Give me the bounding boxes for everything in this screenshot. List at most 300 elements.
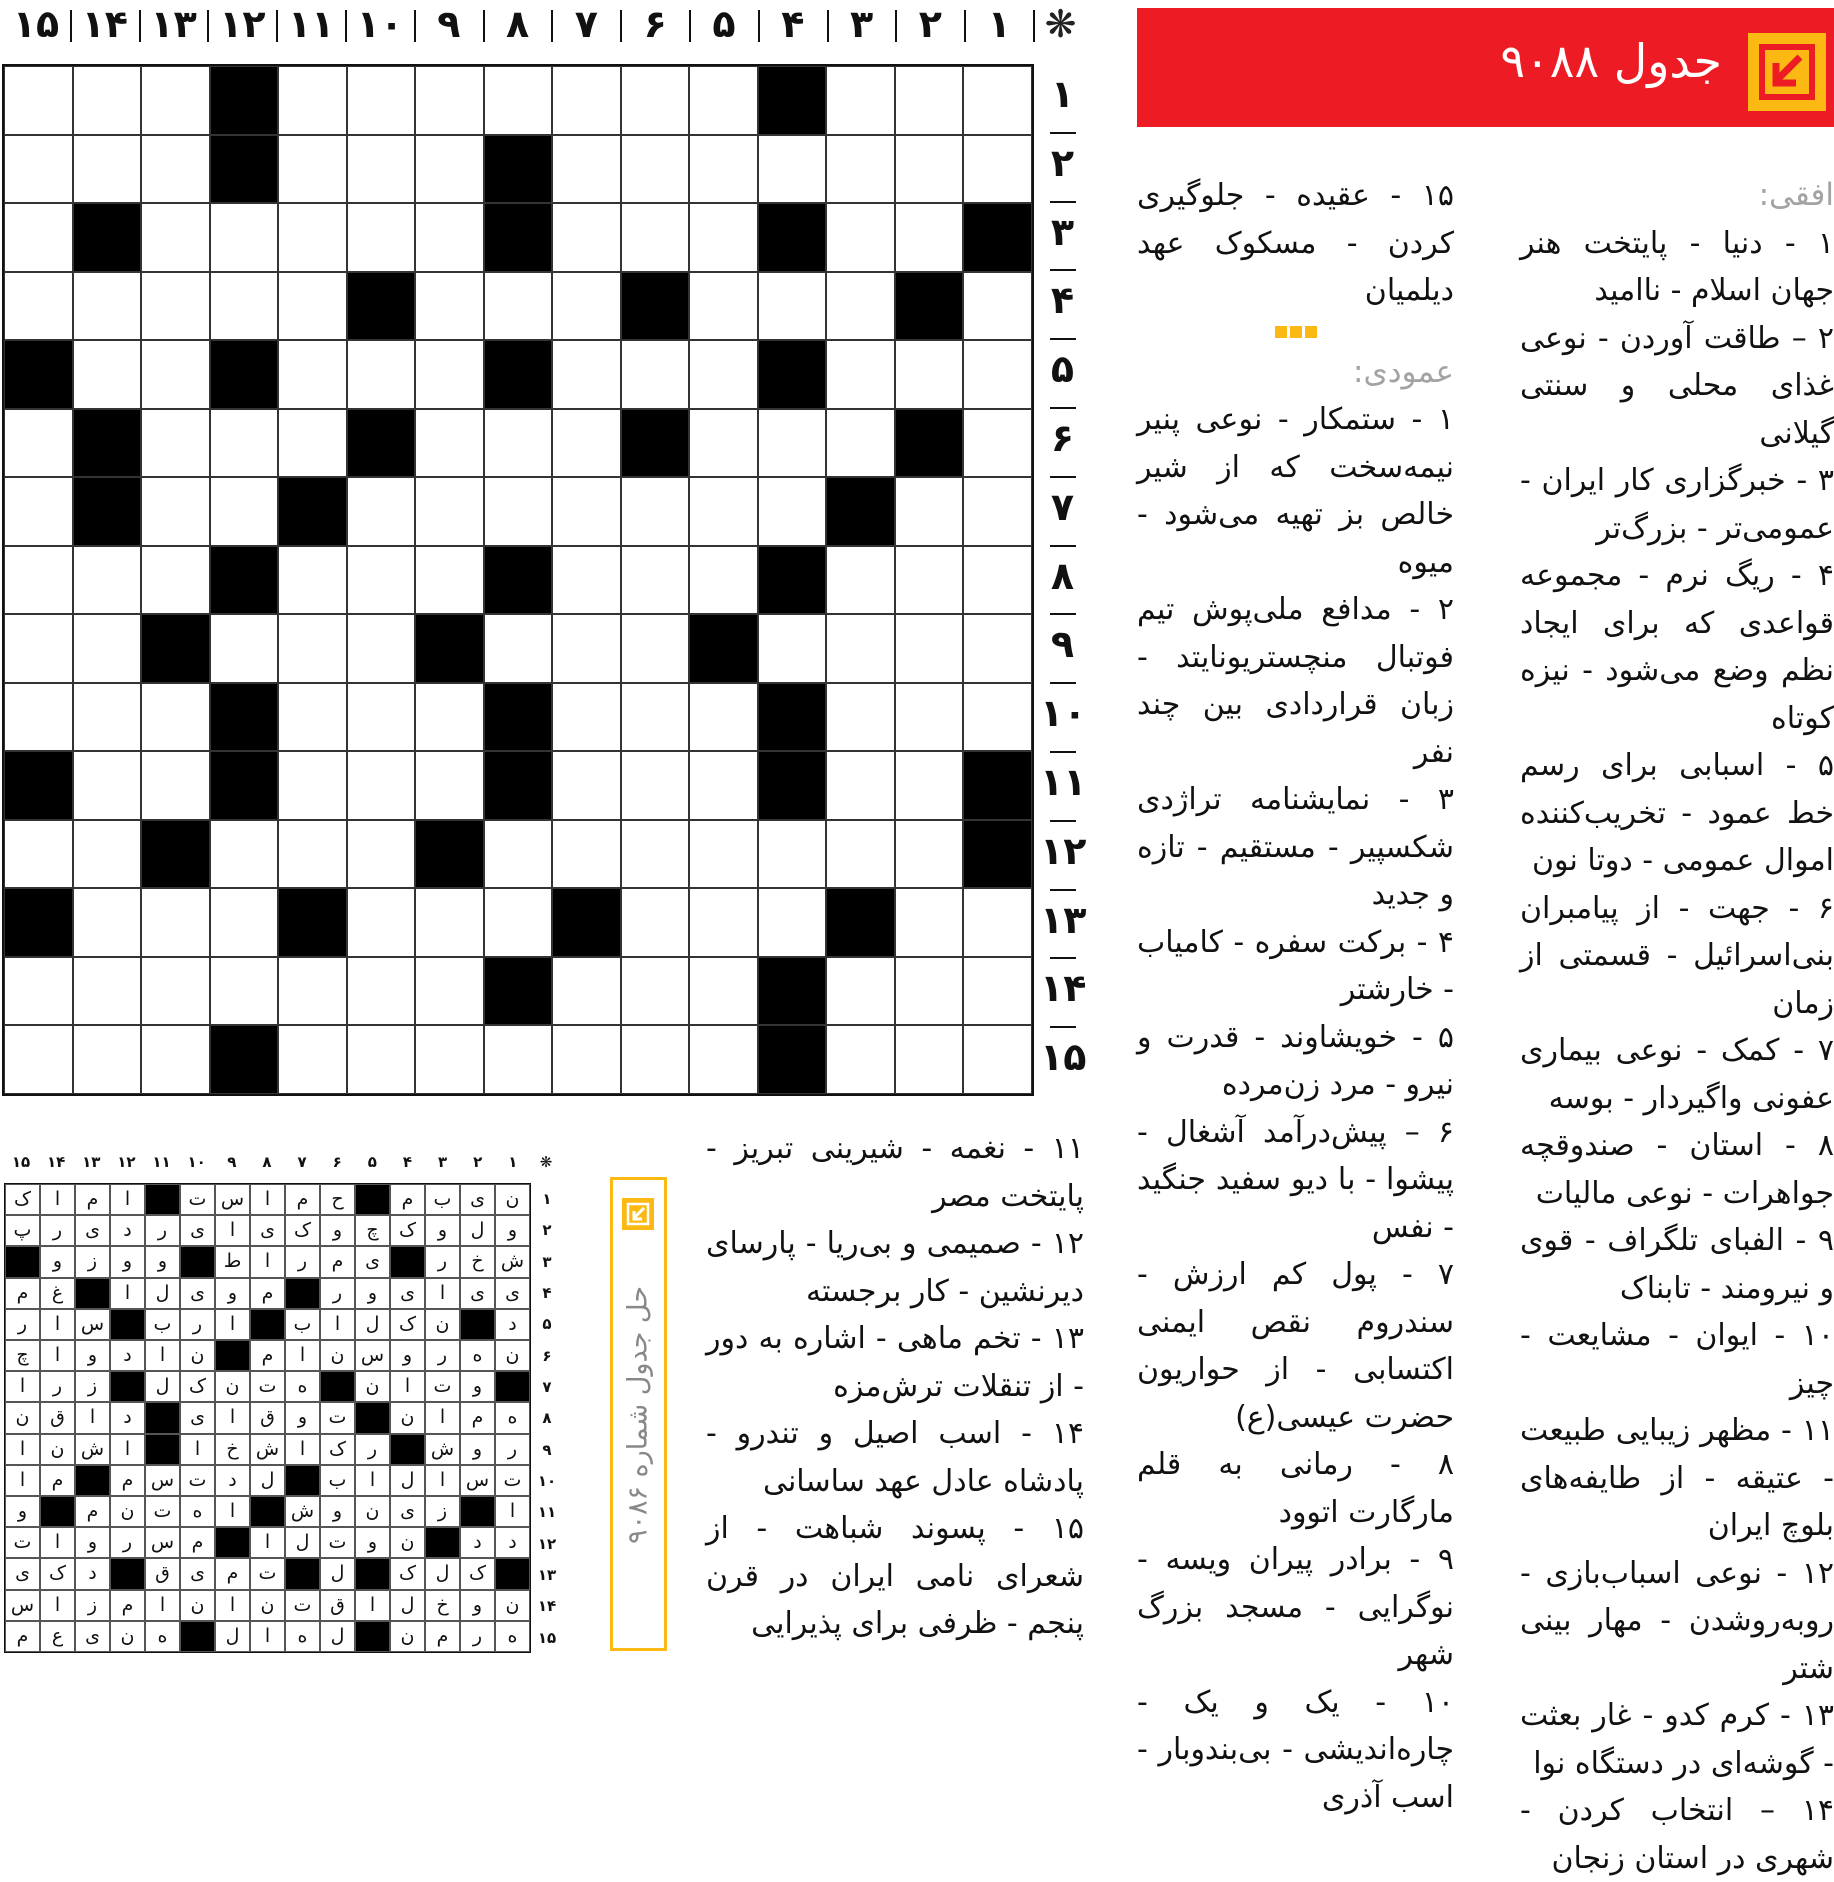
solution-black-cell: [145, 1402, 180, 1433]
black-cell: [73, 409, 142, 478]
solution-cell: د: [110, 1215, 145, 1246]
grid-cell[interactable]: [73, 1025, 142, 1094]
solution-row-number: ۸: [542, 1409, 552, 1428]
grid-cell[interactable]: [278, 409, 347, 478]
solution-cell: ی: [355, 1246, 390, 1277]
grid-cell[interactable]: [278, 957, 347, 1026]
grid-cell[interactable]: [415, 546, 484, 615]
solution-cell: ت: [250, 1558, 285, 1589]
grid-cell[interactable]: [826, 957, 895, 1026]
grid-cell[interactable]: [210, 203, 279, 272]
small-logo-icon: [622, 1198, 654, 1230]
grid-cell[interactable]: [963, 135, 1032, 204]
grid-cell[interactable]: [963, 1025, 1032, 1094]
grid-cell[interactable]: [347, 614, 416, 683]
grid-cell[interactable]: [73, 546, 142, 615]
grid-cell[interactable]: [347, 957, 416, 1026]
solution-column-number: ۲: [473, 1153, 483, 1171]
grid-cell[interactable]: [141, 1025, 210, 1094]
solution-black-cell: [75, 1278, 110, 1309]
grid-cell[interactable]: [826, 1025, 895, 1094]
row-divider: [1050, 476, 1076, 478]
grid-cell[interactable]: [621, 683, 690, 752]
grid-cell[interactable]: [963, 546, 1032, 615]
grid-cell[interactable]: [278, 203, 347, 272]
grid-cell[interactable]: [73, 66, 142, 135]
grid-cell[interactable]: [4, 820, 73, 889]
solution-cell: ر: [285, 1246, 320, 1277]
grid-cell[interactable]: [141, 409, 210, 478]
grid-cell[interactable]: [895, 614, 964, 683]
solution-cell: ا: [250, 1621, 285, 1652]
horizontal-clue: ۵ - اسبابی برای رسم خط عمود - تخریب‌کننده اموال عمومی - دوتا نون: [1520, 748, 1834, 878]
solution-cell: ا: [285, 1340, 320, 1371]
grid-cell[interactable]: [826, 614, 895, 683]
solution-cell: ا: [145, 1340, 180, 1371]
grid-cell[interactable]: [826, 409, 895, 478]
solution-column-number: ۷: [297, 1153, 307, 1171]
grid-cell[interactable]: [621, 546, 690, 615]
solution-corner-symbol: ❋: [539, 1153, 553, 1171]
row-divider: [1050, 751, 1076, 753]
grid-cell[interactable]: [210, 477, 279, 546]
grid-cell[interactable]: [141, 477, 210, 546]
grid-cell[interactable]: [758, 409, 827, 478]
grid-cell[interactable]: [689, 340, 758, 409]
grid-cell[interactable]: [895, 888, 964, 957]
solution-column-number: ۸: [262, 1153, 272, 1171]
grid-cell[interactable]: [347, 340, 416, 409]
solution-cell: ر: [180, 1309, 215, 1340]
solution-column-number: ۵: [367, 1153, 377, 1171]
grid-cell[interactable]: [621, 888, 690, 957]
solution-row-number: ۵: [542, 1315, 552, 1334]
grid-cell[interactable]: [621, 477, 690, 546]
grid-cell[interactable]: [415, 477, 484, 546]
grid-cell[interactable]: [895, 683, 964, 752]
grid-cell[interactable]: [895, 135, 964, 204]
grid-cell[interactable]: [758, 272, 827, 341]
solution-cell: ک: [285, 1215, 320, 1246]
solution-row-number: ۱۲: [537, 1534, 557, 1553]
solution-black-cell: [460, 1309, 495, 1340]
row-divider: [1050, 1026, 1076, 1028]
grid-cell[interactable]: [347, 135, 416, 204]
grid-cell[interactable]: [141, 888, 210, 957]
corner-symbol: ❋: [1044, 2, 1077, 46]
grid-cell[interactable]: [963, 409, 1032, 478]
black-cell: [278, 888, 347, 957]
solution-cell: ی: [495, 1278, 530, 1309]
solution-cell: ن: [215, 1371, 250, 1402]
solution-cell: ا: [75, 1402, 110, 1433]
grid-cell[interactable]: [73, 340, 142, 409]
grid-cell[interactable]: [4, 477, 73, 546]
solution-cell: پ: [5, 1215, 40, 1246]
grid-cell[interactable]: [758, 477, 827, 546]
grid-cell[interactable]: [689, 203, 758, 272]
grid-cell[interactable]: [415, 888, 484, 957]
grid-cell[interactable]: [826, 66, 895, 135]
grid-cell[interactable]: [73, 683, 142, 752]
solution-cell: ا: [355, 1590, 390, 1621]
row-number: ۵: [1050, 347, 1075, 392]
black-cell: [484, 340, 553, 409]
grid-cell[interactable]: [963, 340, 1032, 409]
grid-cell[interactable]: [758, 820, 827, 889]
solution-cell: ک: [40, 1558, 75, 1589]
grid-cell[interactable]: [484, 409, 553, 478]
solution-cell: ی: [390, 1278, 425, 1309]
grid-cell[interactable]: [758, 614, 827, 683]
grid-cell[interactable]: [963, 614, 1032, 683]
grid-cell[interactable]: [347, 546, 416, 615]
grid-cell[interactable]: [895, 546, 964, 615]
grid-cell[interactable]: [963, 272, 1032, 341]
solution-black-cell: [425, 1527, 460, 1558]
grid-cell[interactable]: [895, 66, 964, 135]
grid-cell[interactable]: [963, 957, 1032, 1026]
grid-cell[interactable]: [552, 751, 621, 820]
grid-cell[interactable]: [826, 820, 895, 889]
grid-cell[interactable]: [347, 683, 416, 752]
grid-cell[interactable]: [141, 135, 210, 204]
grid-cell[interactable]: [552, 683, 621, 752]
grid-cell[interactable]: [895, 957, 964, 1026]
solution-cell: ا: [495, 1496, 530, 1527]
grid-cell[interactable]: [621, 135, 690, 204]
grid-cell[interactable]: [621, 957, 690, 1026]
solution-cell: ن: [110, 1621, 145, 1652]
grid-cell[interactable]: [484, 66, 553, 135]
grid-cell[interactable]: [552, 272, 621, 341]
row-divider: [1050, 545, 1076, 547]
solution-row-number: ۴: [542, 1284, 552, 1302]
black-cell: [73, 203, 142, 272]
solution-black-cell: [495, 1558, 530, 1589]
black-cell: [4, 751, 73, 820]
grid-cell[interactable]: [415, 957, 484, 1026]
grid-cell[interactable]: [210, 820, 279, 889]
solution-cell: ا: [110, 1184, 145, 1215]
grid-cell[interactable]: [73, 820, 142, 889]
grid-cell[interactable]: [826, 546, 895, 615]
solution-cell: ه: [460, 1340, 495, 1371]
solution-cell: د: [460, 1527, 495, 1558]
grid-cell[interactable]: [552, 409, 621, 478]
solution-cell: ا: [425, 1402, 460, 1433]
grid-cell[interactable]: [552, 957, 621, 1026]
grid-cell[interactable]: [415, 66, 484, 135]
solution-cell: و: [355, 1278, 390, 1309]
solution-cell: ا: [320, 1309, 355, 1340]
grid-cell[interactable]: [278, 66, 347, 135]
grid-cell[interactable]: [484, 477, 553, 546]
grid-cell[interactable]: [347, 888, 416, 957]
solution-cell: م: [425, 1621, 460, 1652]
grid-cell[interactable]: [552, 135, 621, 204]
solution-cell: و: [145, 1246, 180, 1277]
grid-cell[interactable]: [689, 751, 758, 820]
grid-cell[interactable]: [895, 820, 964, 889]
grid-cell[interactable]: [4, 409, 73, 478]
grid-cell[interactable]: [963, 477, 1032, 546]
solution-cell: ز: [425, 1496, 460, 1527]
grid-cell[interactable]: [826, 203, 895, 272]
grid-cell[interactable]: [552, 203, 621, 272]
grid-cell[interactable]: [73, 957, 142, 1026]
solution-cell: ا: [5, 1465, 40, 1496]
grid-cell[interactable]: [484, 888, 553, 957]
solution-cell: و: [460, 1434, 495, 1465]
solution-label: حل جدول شماره ۹۰۸۶: [622, 1285, 654, 1545]
grid-cell[interactable]: [621, 820, 690, 889]
grid-cell[interactable]: [758, 135, 827, 204]
grid-cell[interactable]: [141, 272, 210, 341]
grid-cell[interactable]: [4, 1025, 73, 1094]
grid-cell[interactable]: [141, 751, 210, 820]
grid-cell[interactable]: [415, 409, 484, 478]
solution-cell: چ: [355, 1215, 390, 1246]
horizontal-clue: ۱۲ - نوعی اسباب‌بازی - روبه‌روشدن - مهار بینی شتر: [1520, 1555, 1834, 1686]
grid-cell[interactable]: [210, 272, 279, 341]
row-divider: [1050, 269, 1076, 271]
grid-cell[interactable]: [4, 135, 73, 204]
vertical-clue: ۱۳ - تخم ماهی - اشاره به دور - از تنقلات ترش‌مزه: [706, 1321, 1084, 1404]
solution-cell: ه: [180, 1496, 215, 1527]
grid-cell[interactable]: [552, 340, 621, 409]
grid-cell[interactable]: [4, 957, 73, 1026]
solution-cell: ی: [180, 1558, 215, 1589]
solution-cell: ل: [390, 1465, 425, 1496]
grid-cell[interactable]: [621, 340, 690, 409]
column-number: ۱: [987, 2, 1011, 46]
grid-cell[interactable]: [963, 683, 1032, 752]
grid-cell[interactable]: [415, 340, 484, 409]
grid-cell[interactable]: [278, 272, 347, 341]
solution-row-number: ۱۵: [537, 1628, 557, 1647]
solution-cell: و: [320, 1215, 355, 1246]
grid-cell[interactable]: [278, 751, 347, 820]
grid-cell[interactable]: [278, 546, 347, 615]
solution-cell: ز: [75, 1246, 110, 1277]
row-number: ۱۵: [1040, 1035, 1087, 1080]
grid-cell[interactable]: [826, 683, 895, 752]
grid-cell[interactable]: [552, 614, 621, 683]
grid-cell[interactable]: [347, 751, 416, 820]
grid-cell[interactable]: [141, 546, 210, 615]
grid-cell[interactable]: [689, 1025, 758, 1094]
grid-cell[interactable]: [621, 203, 690, 272]
black-cell: [210, 751, 279, 820]
grid-cell[interactable]: [415, 683, 484, 752]
grid-cell[interactable]: [415, 203, 484, 272]
grid-cell[interactable]: [278, 340, 347, 409]
grid-cell[interactable]: [484, 272, 553, 341]
solution-cell: ا: [40, 1309, 75, 1340]
black-cell: [347, 409, 416, 478]
grid-cell[interactable]: [826, 272, 895, 341]
grid-cell[interactable]: [552, 1025, 621, 1094]
grid-cell[interactable]: [963, 66, 1032, 135]
solution-black-cell: [250, 1496, 285, 1527]
grid-cell[interactable]: [141, 340, 210, 409]
grid-cell[interactable]: [347, 820, 416, 889]
grid-cell[interactable]: [552, 546, 621, 615]
grid-cell[interactable]: [210, 888, 279, 957]
grid-cell[interactable]: [484, 1025, 553, 1094]
grid-cell[interactable]: [141, 957, 210, 1026]
solution-black-cell: [75, 1465, 110, 1496]
grid-cell[interactable]: [141, 66, 210, 135]
solution-cell: ا: [390, 1371, 425, 1402]
horizontal-clue: ۱۳ - کرم کدو - غار بعثت - گوشه‌ای در دستگاه نوا: [1520, 1698, 1834, 1781]
solution-cell: ا: [5, 1371, 40, 1402]
grid-cell[interactable]: [689, 409, 758, 478]
grid-cell[interactable]: [621, 751, 690, 820]
solution-cell: م: [180, 1527, 215, 1558]
solution-cell: ی: [250, 1215, 285, 1246]
solution-cell: ط: [215, 1246, 250, 1277]
solution-column-number: ۱۱: [152, 1153, 171, 1171]
grid-cell[interactable]: [895, 1025, 964, 1094]
grid-cell[interactable]: [689, 957, 758, 1026]
solution-cell: م: [320, 1246, 355, 1277]
grid-cell[interactable]: [278, 614, 347, 683]
solution-cell: ش: [495, 1246, 530, 1277]
vertical-clue: ۴ - برکت سفره - کامیاب - خارشتر: [1137, 924, 1454, 1007]
grid-cell[interactable]: [278, 1025, 347, 1094]
grid-cell[interactable]: [210, 614, 279, 683]
solution-cell: ل: [285, 1527, 320, 1558]
grid-cell[interactable]: [552, 820, 621, 889]
solution-column-number: ۹: [227, 1153, 237, 1171]
grid-cell[interactable]: [347, 477, 416, 546]
solution-cell: ن: [355, 1496, 390, 1527]
grid-cell[interactable]: [73, 135, 142, 204]
grid-cell[interactable]: [415, 135, 484, 204]
grid-cell[interactable]: [826, 340, 895, 409]
grid-cell[interactable]: [895, 477, 964, 546]
grid-cell[interactable]: [758, 888, 827, 957]
solution-cell: م: [75, 1184, 110, 1215]
grid-cell[interactable]: [4, 66, 73, 135]
grid-cell[interactable]: [4, 203, 73, 272]
grid-cell[interactable]: [415, 751, 484, 820]
grid-cell[interactable]: [621, 1025, 690, 1094]
solution-cell: ل: [320, 1558, 355, 1589]
grid-cell[interactable]: [278, 820, 347, 889]
solution-cell: ل: [215, 1621, 250, 1652]
grid-cell[interactable]: [415, 1025, 484, 1094]
solution-cell: ر: [40, 1215, 75, 1246]
solution-row-number: ۳: [542, 1252, 552, 1271]
grid-cell[interactable]: [278, 135, 347, 204]
grid-cell[interactable]: [210, 957, 279, 1026]
crossword-grid: [2, 64, 1034, 1096]
grid-cell[interactable]: [689, 888, 758, 957]
grid-cell[interactable]: [963, 888, 1032, 957]
solution-cell: ا: [250, 1184, 285, 1215]
grid-cell[interactable]: [73, 888, 142, 957]
grid-cell[interactable]: [621, 66, 690, 135]
grid-cell[interactable]: [689, 477, 758, 546]
solution-cell: و: [390, 1340, 425, 1371]
solution-black-cell: [180, 1621, 215, 1652]
grid-cell[interactable]: [4, 272, 73, 341]
grid-cell[interactable]: [895, 340, 964, 409]
grid-cell[interactable]: [347, 1025, 416, 1094]
grid-cell[interactable]: [895, 203, 964, 272]
grid-cell[interactable]: [415, 272, 484, 341]
solution-cell: ت: [320, 1402, 355, 1433]
solution-cell: و: [425, 1215, 460, 1246]
black-cell: [210, 340, 279, 409]
grid-cell[interactable]: [141, 203, 210, 272]
horizontal-clue: ۹ - الفبای تلگراف - قوی و نیرومند - تابناک: [1520, 1223, 1834, 1306]
grid-cell[interactable]: [689, 683, 758, 752]
grid-cell[interactable]: [141, 683, 210, 752]
solution-cell: ا: [40, 1527, 75, 1558]
grid-cell[interactable]: [4, 546, 73, 615]
grid-cell[interactable]: [689, 820, 758, 889]
row-number: ۱۴: [1040, 966, 1087, 1011]
grid-cell[interactable]: [689, 272, 758, 341]
solution-cell: ا: [215, 1496, 250, 1527]
grid-cell[interactable]: [347, 203, 416, 272]
separator-dots: [1137, 315, 1454, 349]
horizontal-clue: ۷ - کمک - نوعی بیماری عفونی واگیردار - بوسه: [1520, 1033, 1834, 1116]
solution-cell: ا: [110, 1434, 145, 1465]
vertical-clue: ۶ – پیش‌درآمد آشغال - پیشوا - با دیو سفید جنگید - نفس: [1137, 1114, 1454, 1245]
row-number: ۹: [1050, 622, 1075, 667]
solution-cell: ه: [285, 1371, 320, 1402]
solution-cell: ت: [425, 1371, 460, 1402]
grid-cell[interactable]: [552, 66, 621, 135]
row-divider: [1050, 201, 1076, 203]
solution-cell: خ: [215, 1434, 250, 1465]
grid-cell[interactable]: [689, 135, 758, 204]
grid-cell[interactable]: [73, 614, 142, 683]
grid-cell[interactable]: [552, 477, 621, 546]
grid-cell[interactable]: [73, 272, 142, 341]
title-banner: [1137, 8, 1834, 127]
solution-black-cell: [180, 1246, 215, 1277]
grid-cell[interactable]: [278, 683, 347, 752]
black-cell: [347, 272, 416, 341]
grid-cell[interactable]: [347, 66, 416, 135]
grid-cell[interactable]: [895, 751, 964, 820]
black-cell: [895, 409, 964, 478]
solution-cell: ر: [425, 1340, 460, 1371]
grid-cell[interactable]: [484, 614, 553, 683]
solution-black-cell: [110, 1558, 145, 1589]
solution-cell: م: [40, 1465, 75, 1496]
grid-cell[interactable]: [484, 820, 553, 889]
grid-cell[interactable]: [621, 614, 690, 683]
grid-cell[interactable]: [4, 614, 73, 683]
row-number: ۱: [1050, 72, 1075, 116]
grid-cell[interactable]: [689, 66, 758, 135]
grid-cell[interactable]: [73, 751, 142, 820]
solution-cell: ک: [5, 1184, 40, 1215]
grid-cell[interactable]: [210, 409, 279, 478]
grid-cell[interactable]: [689, 546, 758, 615]
grid-cell[interactable]: [826, 135, 895, 204]
solution-cell: ا: [40, 1340, 75, 1371]
grid-cell[interactable]: [826, 751, 895, 820]
grid-cell[interactable]: [4, 683, 73, 752]
